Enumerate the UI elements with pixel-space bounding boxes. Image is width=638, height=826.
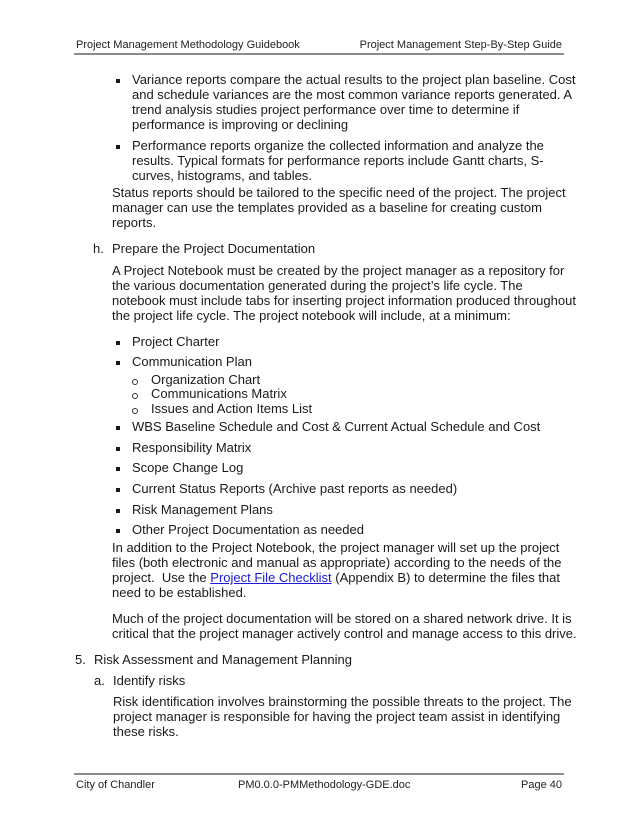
files-line-2: files (both electronic and manual as appropriate) according to the needs of the <box>112 555 562 570</box>
page-header <box>74 38 564 55</box>
square-bullet-icon <box>116 341 120 345</box>
subsection-a-title: Identify risks <box>113 673 186 688</box>
notebook-intro-line-1: A Project Notebook must be created by the project manager as a repository for <box>112 263 565 278</box>
sub-list-item: Communications Matrix <box>151 386 287 401</box>
list-item: Responsibility Matrix <box>132 440 252 455</box>
notebook-intro-line-3: notebook must include tabs for inserting project information produced throughout <box>112 293 576 308</box>
section-h-marker: h. <box>93 241 104 256</box>
square-bullet-icon <box>116 361 120 365</box>
variance-line-1: Variance reports compare the actual results to the project plan baseline. Cost <box>132 72 576 87</box>
list-item: Scope Change Log <box>132 460 244 475</box>
square-bullet-icon <box>116 79 120 83</box>
files-line-3-before: project. Use the <box>112 570 211 585</box>
footer-filename: PM0.0.0-PMMethodology-GDE.doc <box>238 779 411 791</box>
notebook-intro-line-2: the various documentation generated during the project’s life cycle. The <box>112 278 523 293</box>
drive-line-2: critical that the project manager actively control and manage access to this drive. <box>112 626 577 641</box>
hollow-circle-bullet-icon <box>132 393 138 399</box>
status-line-2: manager can use the templates provided as a baseline for creating custom <box>112 200 542 215</box>
files-line-1: In addition to the Project Notebook, the project manager will set up the project <box>112 540 560 555</box>
status-line-3: reports. <box>112 215 157 230</box>
variance-line-4: performance is improving or declining <box>132 117 349 132</box>
square-bullet-icon <box>116 488 120 492</box>
risk-id-line-2: project manager is responsible for having the project team assist in identifying <box>113 709 561 724</box>
square-bullet-icon <box>116 529 120 533</box>
status-line-1: Status reports should be tailored to the specific need of the project. The project <box>112 185 566 200</box>
drive-line-1: Much of the project documentation will be stored on a shared network drive. It is <box>112 611 572 626</box>
square-bullet-icon <box>116 447 120 451</box>
square-bullet-icon <box>116 509 120 513</box>
section-h-title: Prepare the Project Documentation <box>112 241 316 256</box>
list-item: Project Charter <box>132 334 220 349</box>
footer-page-number: Page 40 <box>521 779 562 791</box>
performance-line-1: Performance reports organize the collected information and analyze the <box>132 138 544 153</box>
sub-list-item: Organization Chart <box>151 372 261 387</box>
files-line-3 <box>112 570 560 586</box>
square-bullet-icon <box>116 426 120 430</box>
section-5-marker: 5. <box>75 652 86 667</box>
variance-line-2: and schedule variances are the most common variance reports generated. A <box>132 87 573 102</box>
square-bullet-icon <box>116 467 120 471</box>
list-item: WBS Baseline Schedule and Cost & Current Actual Schedule and Cost <box>132 419 541 434</box>
list-item: Communication Plan <box>132 354 252 369</box>
subsection-a-marker: a. <box>94 673 105 688</box>
square-bullet-icon <box>116 145 120 149</box>
list-item: Other Project Documentation as needed <box>132 522 364 537</box>
sub-list-item: Issues and Action Items List <box>151 401 313 416</box>
files-line-4: need to be established. <box>112 585 247 600</box>
footer-organization: City of Chandler <box>76 779 155 791</box>
list-item: Current Status Reports (Archive past reports as needed) <box>132 481 458 496</box>
project-file-checklist-link[interactable]: Project File Checklist <box>210 570 332 585</box>
header-left-title: Project Management Methodology Guidebook <box>76 39 300 51</box>
files-line-3-after: (Appendix B) to determine the files that <box>331 570 561 585</box>
section-5-title: Risk Assessment and Management Planning <box>94 652 352 667</box>
performance-line-2: results. Typical formats for performance reports include Gantt charts, S- <box>132 153 544 168</box>
variance-line-3: trend analysis studies project performance over time to determine if <box>132 102 520 117</box>
hollow-circle-bullet-icon <box>132 379 138 385</box>
risk-id-line-3: these risks. <box>113 724 179 739</box>
page-footer <box>74 773 564 791</box>
list-item: Risk Management Plans <box>132 502 273 517</box>
notebook-intro-line-4: the project life cycle. The project notebook will include, at a minimum: <box>112 308 511 323</box>
performance-line-3: curves, histograms, and tables. <box>132 168 312 183</box>
header-right-title: Project Management Step-By-Step Guide <box>359 39 562 51</box>
hollow-circle-bullet-icon <box>132 408 138 414</box>
risk-id-line-1: Risk identification involves brainstorming the possible threats to the project. The <box>113 694 572 709</box>
